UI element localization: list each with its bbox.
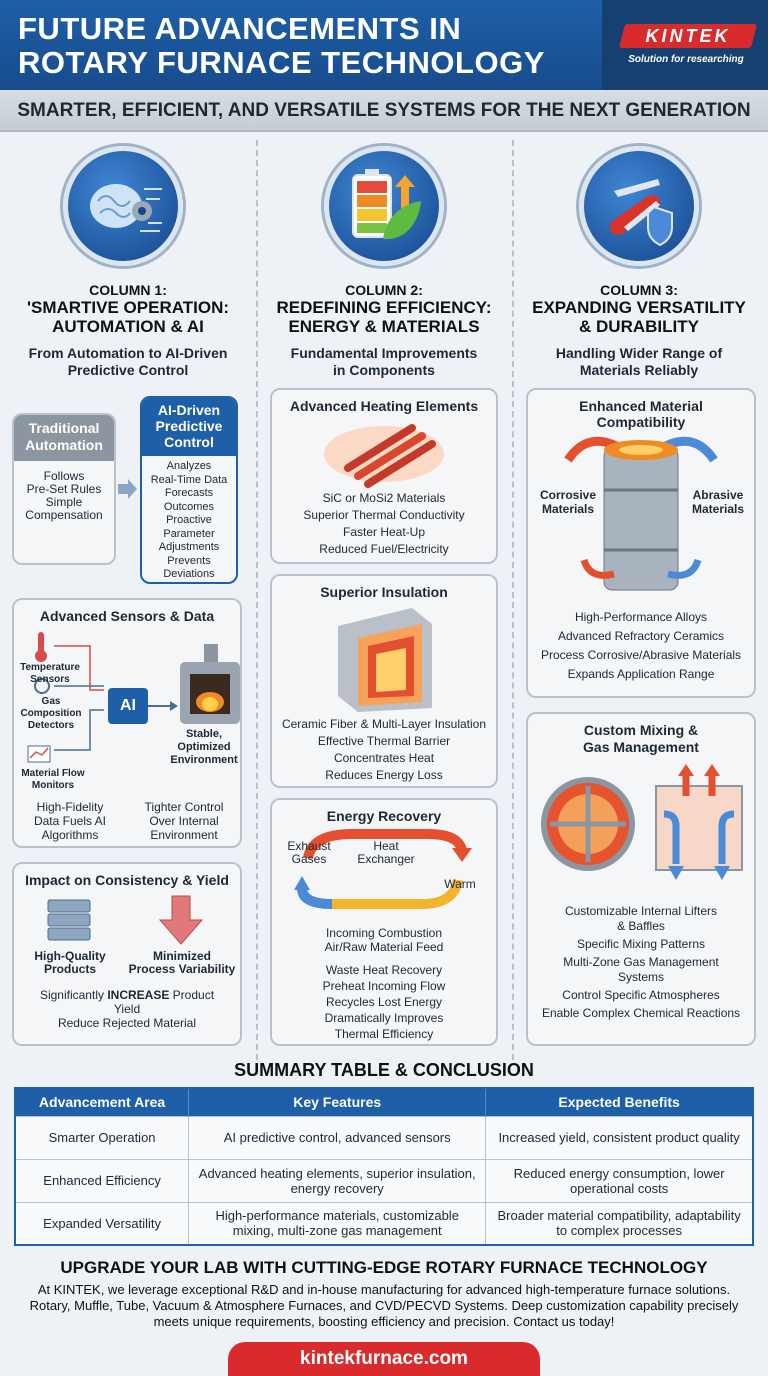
- gas-label-line-1: Gas: [41, 696, 61, 707]
- mixing-items: [528, 904, 754, 1021]
- warm-label: Warm: [444, 877, 476, 891]
- left-caption-line: Algorithms: [41, 828, 99, 842]
- ai-card-item: Real-Time Data: [150, 473, 228, 486]
- summary-cell-benefits: Broader material compatibility, adaptability to complex processes: [486, 1202, 753, 1245]
- mixing-item: Systems: [617, 970, 664, 984]
- summary-header-row: [15, 1088, 753, 1116]
- ai-card-item: Parameter: [163, 527, 215, 540]
- increase-emphasis: INCREASE: [107, 988, 170, 1002]
- insulation-items: [272, 716, 496, 784]
- increase-yield-text: [14, 988, 240, 1030]
- column-2-label: COLUMN 2:: [345, 282, 423, 298]
- summary-column-header: Advancement Area: [15, 1088, 189, 1116]
- column-1-subtitle-line-2: Predictive Control: [67, 362, 189, 378]
- title-line-1: FUTURE ADVANCEMENTS IN: [18, 11, 462, 46]
- impact-title: Impact on Consistency & Yield: [25, 872, 229, 888]
- advanced-sensors-card: [12, 598, 242, 848]
- page-title: [18, 12, 598, 80]
- stable-environment-label: [166, 728, 242, 767]
- traditional-automation-card: [12, 413, 116, 565]
- column-3-subtitle: [514, 345, 764, 379]
- column-1-title-line-1: 'SMARTIVE OPERATION:: [26, 298, 230, 317]
- column-1-subtitle-line-1: From Automation to AI-Driven: [28, 345, 228, 361]
- brain-circuit-gear-icon: [63, 146, 183, 266]
- ai-card-item: Forecasts: [164, 487, 214, 499]
- variability-label-line-1: Minimized: [152, 949, 211, 963]
- recovery-item: Waste Heat Recovery: [325, 963, 443, 977]
- ai-chip-label: AI: [120, 697, 136, 714]
- traditional-title-line-1: Traditional: [28, 420, 100, 436]
- recovery-item: Recycles Lost Energy: [325, 995, 443, 1009]
- reduce-rejected-text: Reduce Rejected Material: [57, 1016, 197, 1030]
- exhaust-label-line-1: Exhaust: [287, 839, 331, 853]
- compat-item: Expands Application Range: [567, 667, 715, 681]
- ai-card-title: [142, 402, 236, 450]
- stable-label-line-2: Optimized: [177, 741, 231, 753]
- compat-item: Process Corrosive/Abrasive Materials: [540, 648, 742, 662]
- battery-leaf-icon: [324, 146, 444, 266]
- ai-card-item: Prevents: [167, 554, 211, 567]
- exchanger-label-line-2: Exchanger: [357, 852, 415, 866]
- increase-yield-line-2: Yield: [113, 1002, 141, 1016]
- high-quality-products-label: [28, 950, 112, 976]
- abrasive-label-line-1: Abrasive: [692, 488, 744, 502]
- mixing-gas-illustration: [528, 714, 754, 900]
- column-3-label: COLUMN 3:: [600, 282, 678, 298]
- sensors-right-caption: [130, 800, 238, 842]
- column-2-subtitle-line-1: Fundamental Improvements: [290, 345, 478, 361]
- flow-label-line-2: Monitors: [31, 780, 75, 791]
- right-caption-line: Tighter Control: [144, 800, 224, 814]
- subtitle-bar: [0, 90, 768, 132]
- website-url[interactable]: kintekfurnace.com: [300, 1348, 468, 1369]
- column-3-title-line-1: EXPANDING VERSATILITY: [532, 298, 746, 317]
- page-subtitle: SMARTER, EFFICIENT, AND VERSATILE SYSTEMS FOR THE NEXT GENERATION: [17, 100, 751, 121]
- mixing-title-line-2: Gas Management: [583, 739, 699, 755]
- traditional-title: [14, 420, 114, 454]
- material-flow-label: [18, 768, 88, 792]
- ai-card-item: Adjustments: [158, 541, 220, 553]
- exchanger-label-line-1: Heat: [373, 839, 399, 853]
- corrosive-materials-label: [532, 488, 604, 516]
- gas-detectors-label: [18, 696, 84, 732]
- multitool-shield-icon: [579, 146, 699, 266]
- compat-title-line-1: Enhanced Material: [579, 398, 703, 414]
- corrosive-label-line-2: Materials: [541, 502, 595, 516]
- ai-card-title-line-3: Control: [164, 434, 214, 450]
- traditional-item: Compensation: [25, 508, 103, 522]
- column-1-title: [3, 298, 253, 336]
- column-1-label: COLUMN 1:: [89, 282, 167, 298]
- ai-predictive-control-card: [140, 396, 238, 584]
- corrosive-label-line-1: Corrosive: [539, 488, 597, 502]
- left-caption-line: High-Fidelity: [36, 800, 104, 814]
- compat-items: [528, 608, 754, 684]
- mixing-item: Multi-Zone Gas Management: [563, 955, 719, 969]
- insulation-item: Reduces Energy Loss: [325, 768, 443, 782]
- recovery-item: Dramatically Improves: [324, 1011, 444, 1025]
- compat-item: High-Performance Alloys: [574, 610, 708, 624]
- recovery-item: Preheat Incoming Flow: [322, 979, 446, 993]
- heating-item: SiC or MoSi2 Materials: [322, 491, 446, 505]
- recovery-title: Energy Recovery: [326, 808, 442, 824]
- column-2-subtitle: [259, 345, 509, 379]
- ai-card-title-line-2: Predictive: [155, 418, 223, 434]
- heating-items: [272, 490, 496, 558]
- compat-item: Advanced Refractory Ceramics: [557, 629, 725, 643]
- traditional-items: [14, 470, 114, 522]
- column-2-subtitle-line-2: in Components: [333, 362, 435, 378]
- ai-card-items: [142, 460, 236, 582]
- traditional-item: Follows: [43, 469, 85, 483]
- right-caption-line: Over Internal: [149, 814, 219, 828]
- flow-label-line-1: Material Flow: [21, 768, 85, 779]
- column-2-title: [259, 298, 509, 336]
- summary-table: [14, 1087, 754, 1246]
- column-3-subtitle-line-2: Materials Reliably: [579, 362, 699, 378]
- exhaust-gases-label: [280, 840, 338, 866]
- column-2-title-line-2: ENERGY & MATERIALS: [288, 317, 480, 336]
- logo-tagline: Solution for researching: [628, 54, 744, 65]
- heating-item: Reduced Fuel/Electricity: [319, 542, 449, 556]
- summary-cell-features: AI predictive control, advanced sensors: [189, 1116, 486, 1159]
- sensors-left-caption: [18, 800, 122, 842]
- increase-yield-line-1: [14, 988, 240, 1002]
- table-row: [15, 1159, 753, 1202]
- minimized-variability-label: [122, 950, 242, 976]
- energy-recovery-card: [270, 798, 498, 1046]
- column-1-subtitle: [3, 345, 253, 379]
- mixing-item: & Baffles: [617, 919, 665, 933]
- header-banner: [0, 0, 768, 90]
- column-2-title-line-1: REDEFINING EFFICIENCY:: [276, 298, 492, 317]
- traditional-title-line-2: Automation: [25, 437, 103, 453]
- heating-item: Faster Heat-Up: [342, 525, 426, 539]
- table-row: [15, 1202, 753, 1245]
- ai-card-item: Analyzes: [166, 460, 212, 472]
- insulation-title: Superior Insulation: [320, 584, 448, 600]
- insulation-item: Effective Thermal Barrier: [317, 734, 451, 748]
- mixing-item: Specific Mixing Patterns: [576, 937, 706, 951]
- cta-body-text: At KINTEK, we leverage exceptional R&D and in-house manufacturing for advanced high-temperature furnace solutions. Rotary, Muffle, Tube, Vacuum & Atmosphere Furnaces, and CVD/PECVD Systems. Deep customization capability precisely meets unique requirements, boosting efficiency and precision. Contact us today!: [29, 1282, 739, 1329]
- traditional-item: Pre-Set Rules: [26, 482, 102, 496]
- stable-label-line-3: Environment: [170, 754, 238, 766]
- summary-column-header: Key Features: [189, 1088, 486, 1116]
- heating-item: Superior Thermal Conductivity: [303, 508, 465, 522]
- mixing-item: Control Specific Atmospheres: [562, 988, 720, 1002]
- stable-label-line-1: Stable,: [185, 728, 223, 740]
- impact-consistency-card: [12, 862, 242, 1046]
- summary-cell-area: Enhanced Efficiency: [15, 1159, 189, 1202]
- mixing-title-line-1: Custom Mixing &: [583, 722, 699, 738]
- mixing-gas-management-card: [526, 712, 756, 1046]
- temperature-label-line-2: Sensors: [30, 674, 70, 685]
- variability-label-line-2: Process Variability: [128, 962, 236, 976]
- insulation-item: Concentrates Heat: [333, 751, 435, 765]
- summary-heading: SUMMARY TABLE & CONCLUSION: [234, 1060, 534, 1080]
- sensors-title: Advanced Sensors & Data: [39, 608, 215, 624]
- column-3-title-line-2: & DURABILITY: [579, 317, 699, 336]
- impact-illustration: [14, 864, 240, 954]
- insulation-layers-illustration: [272, 576, 496, 716]
- abrasive-label-line-2: Materials: [691, 502, 745, 516]
- incoming-label-line-2: Air/Raw Material Feed: [324, 940, 444, 954]
- incoming-feed-label: [272, 926, 496, 954]
- column-3-subtitle-line-1: Handling Wider Range of: [555, 345, 723, 361]
- compat-title-line-2: Compatibility: [596, 414, 686, 430]
- arrow-right-icon: [116, 478, 138, 500]
- column-3-title: [514, 298, 764, 336]
- heating-rods-illustration: [272, 390, 496, 490]
- brand-logo[interactable]: [602, 0, 768, 90]
- mixing-item: Customizable Internal Lifters: [564, 904, 718, 918]
- traditional-item: Simple: [45, 495, 83, 509]
- heating-title: Advanced Heating Elements: [289, 398, 479, 414]
- website-link[interactable]: [228, 1342, 540, 1376]
- superior-insulation-card: [270, 574, 498, 788]
- temperature-sensors-label: [20, 662, 80, 686]
- table-row: [15, 1116, 753, 1159]
- title-line-2: ROTARY FURNACE TECHNOLOGY: [18, 45, 545, 80]
- recovery-items: [272, 962, 496, 1042]
- gas-label-line-3: Detectors: [27, 720, 75, 731]
- abrasive-materials-label: [682, 488, 754, 516]
- summary-cell-features: Advanced heating elements, superior insulation, energy recovery: [189, 1159, 486, 1202]
- ai-card-title-line-1: AI-Driven: [157, 402, 221, 418]
- increase-prefix: Significantly: [39, 988, 108, 1002]
- column-1-title-line-2: AUTOMATION & AI: [52, 317, 204, 336]
- insulation-item: Ceramic Fiber & Multi-Layer Insulation: [281, 717, 487, 731]
- ai-card-item: Deviations: [163, 568, 215, 580]
- heat-exchanger-label: [348, 840, 424, 866]
- ai-card-item: Proactive: [166, 514, 212, 526]
- temperature-label-line-1: Temperature: [20, 662, 80, 673]
- exhaust-label-line-2: Gases: [291, 852, 327, 866]
- summary-column-header: Expected Benefits: [486, 1088, 753, 1116]
- left-caption-line: Data Fuels AI: [33, 814, 107, 828]
- incoming-label-line-1: Incoming Combustion: [325, 926, 443, 940]
- summary-cell-benefits: Reduced energy consumption, lower operational costs: [486, 1159, 753, 1202]
- products-label-line-2: Products: [43, 962, 96, 976]
- right-caption-line: Environment: [150, 828, 218, 842]
- heating-elements-card: [270, 388, 498, 564]
- products-label-line-1: High-Quality: [34, 949, 106, 963]
- mixing-item: Enable Complex Chemical Reactions: [541, 1006, 741, 1020]
- column-divider: [256, 140, 258, 1060]
- summary-cell-area: Smarter Operation: [15, 1116, 189, 1159]
- ai-card-item: Outcomes: [163, 500, 215, 513]
- recovery-item: Thermal Efficiency: [334, 1027, 434, 1041]
- gas-label-line-2: Composition: [20, 708, 82, 719]
- summary-cell-area: Expanded Versatility: [15, 1202, 189, 1245]
- logo-wordmark: KINTEK: [645, 26, 731, 46]
- material-compatibility-card: [526, 388, 756, 698]
- summary-cell-benefits: Increased yield, consistent product quality: [486, 1116, 753, 1159]
- increase-suffix: Product: [169, 988, 215, 1002]
- cta-heading: UPGRADE YOUR LAB WITH CUTTING-EDGE ROTARY FURNACE TECHNOLOGY: [60, 1258, 708, 1277]
- summary-cell-features: High-performance materials, customizable mixing, multi-zone gas management: [189, 1202, 486, 1245]
- column-divider: [512, 140, 514, 1060]
